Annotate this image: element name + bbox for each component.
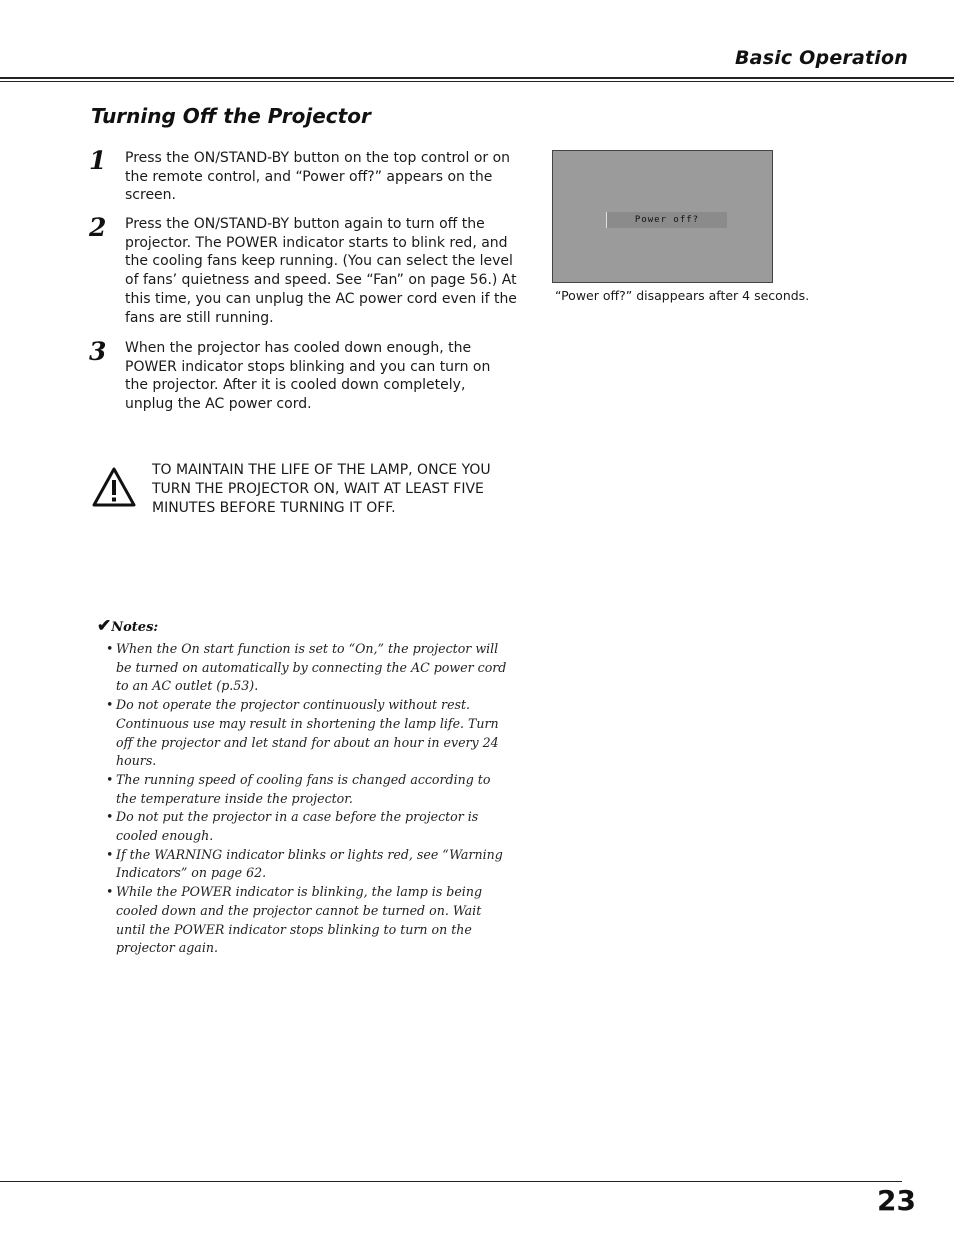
step-text-1: Press the ON/STAND-BY button on the top control or on the remote control, and “Power off?” appears on the screen. — [125, 150, 511, 204]
warning-text: TO MAINTAIN THE LIFE OF THE LAMP, ONCE YOU TURN THE PROJECTOR ON, WAIT AT LEAST FIVE MINUTES BEFORE TURNING IT OFF. — [152, 462, 491, 516]
step-number-1: 1 — [89, 146, 107, 175]
footer-rule — [0, 1181, 902, 1182]
warning-triangle-icon — [92, 466, 136, 508]
step-text-2: Press the ON/STAND-BY button again to turn off the projector. The POWER indicator starts to blink red, and the cooling fans keep running. (You can select the level of fans’ quietness and speed. See “Fan” on page 56.) At this time, you can unplug the AC power cord even if the fans are still running. — [125, 216, 517, 326]
notes-list — [106, 640, 511, 958]
page-number: 23 — [877, 1184, 916, 1217]
notes-heading-label: Notes: — [111, 620, 159, 635]
note-item: • The running speed of cooling fans is changed according to the temperature inside the projector. — [106, 771, 511, 808]
page-title: Turning Off the Projector — [91, 104, 371, 128]
header-rule — [0, 77, 954, 79]
step-number-2: 2 — [89, 213, 107, 242]
screen-illustration — [552, 150, 773, 283]
section-header: Basic Operation — [734, 47, 908, 69]
note-item: • If the WARNING indicator blinks or lights red, see “Warning Indicators” on page 62. — [106, 846, 511, 883]
note-item: • Do not put the projector in a case before the projector is cooled enough. — [106, 808, 511, 845]
note-item: • While the POWER indicator is blinking, the lamp is being cooled down and the projector cannot be turned on. Wait until the POWER indicator stops blinking to turn on the projector again. — [106, 883, 511, 958]
checkmark-icon: ✔ — [97, 616, 112, 636]
power-off-osd: Power off? — [606, 212, 727, 228]
note-item: • Do not operate the projector continuously without rest. Continuous use may result in shortening the lamp life. Turn off the projector and let stand for about an hour in every 24 hours. — [106, 696, 511, 771]
note-item: • When the On start function is set to “On,” the projector will be turned on automatically by connecting the AC power cord to an AC outlet (p.53). — [106, 640, 511, 696]
step-number-3: 3 — [89, 337, 107, 366]
step-text-3: When the projector has cooled down enough, the POWER indicator stops blinking and you can turn on the projector. After it is cooled down completely, unplug the AC power cord. — [125, 340, 491, 413]
screen-caption: “Power off?” disappears after 4 seconds. — [555, 288, 810, 303]
header-rule-thin — [0, 81, 954, 82]
notes-heading — [97, 616, 158, 636]
